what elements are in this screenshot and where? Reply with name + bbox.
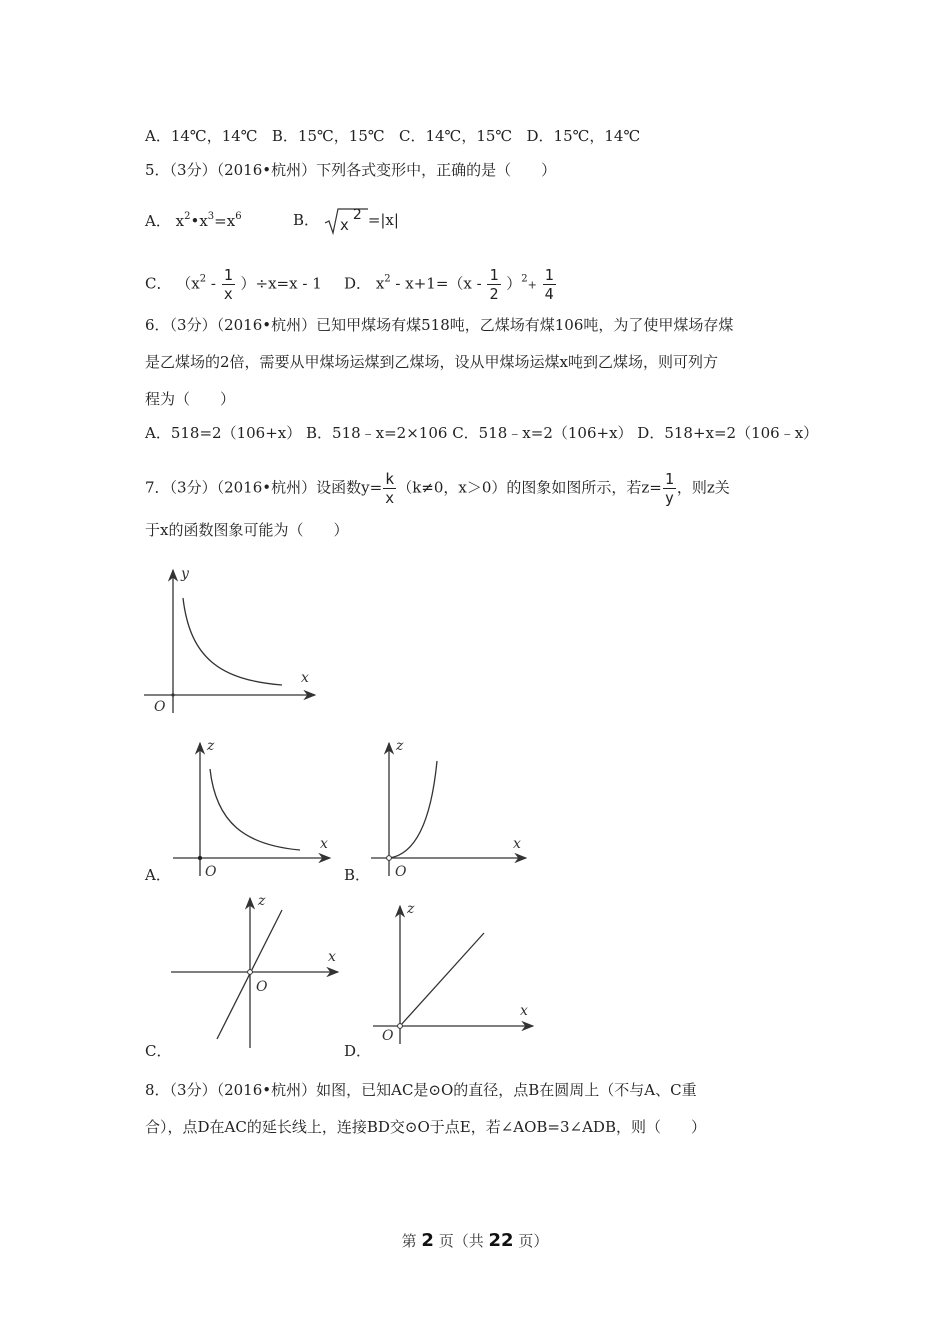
footer-text: 第 [401,1232,422,1250]
math: x [175,212,185,230]
choice-b-parabola [368,733,533,881]
option-label: A． [145,212,171,230]
choice-b-graph [368,733,533,881]
math: =|x| [367,211,399,229]
z-axis-label: z [258,893,266,909]
q7-stem-text: （k≠0，x＞0）的图象如图所示，若z= [397,478,662,497]
math: （x [176,274,200,293]
q4-option-a: A．14℃，14℃ [145,127,258,145]
fraction [222,266,235,303]
hollow-origin-dot [398,1024,403,1029]
exponent: 2 [184,211,191,222]
choice-c-label: C． [145,1042,172,1060]
curve [183,598,282,685]
z-axis-label: z [396,738,404,754]
ray [400,933,484,1026]
choice-a-label: A． [145,866,171,884]
curve [389,761,437,858]
denominator: x [385,489,395,507]
math: - x+1=（x - [390,274,487,293]
page-footer [0,1230,950,1251]
math: ）÷x=x - 1 [240,274,322,293]
q7-line-2: 于x的函数图象可能为（ ） [145,521,349,539]
total-pages: 22 [488,1230,514,1251]
math: x [375,274,385,293]
choice-b-label: B． [344,866,371,884]
radicand: x [339,216,349,234]
hollow-origin-dot [387,856,392,861]
option-label: B． [293,211,320,229]
choice-d-ray [370,898,538,1048]
x-axis-label: x [328,949,336,965]
q5-option-b [293,207,399,235]
q6-line-2: 是乙煤场的2倍，需要从甲煤场运煤到乙煤场，设从甲煤场运煤x吨到乙煤场，则可列方 [145,353,719,371]
q5-stem: 5．（3分）（2016•杭州）下列各式变形中，正确的是（ ） [145,161,557,179]
choice-a-hyperbola [170,733,335,881]
exponent: 2 [352,207,362,223]
q6-options: A．518=2（106+x） B．518﹣x=2×106 C．518﹣x=2（106+x） D．518+x=2（106﹣x） [145,424,819,442]
denominator: 4 [544,285,554,303]
sqrt-expression [324,207,368,235]
z-axis-label: z [407,901,415,917]
z-axis-label: z [207,738,215,754]
q5-option-c [145,266,322,303]
origin-label: O [256,979,268,995]
numerator: 1 [223,266,233,284]
hyperbola-graph [140,558,330,718]
fraction [487,266,500,303]
footer-text: 页（共 [433,1232,489,1250]
denominator: 2 [489,285,499,303]
solid-origin-dot [198,856,202,860]
choice-d-label: D． [344,1042,372,1060]
q7-stem-text: 7．（3分）（2016•杭州）设函数y= [145,478,383,497]
exponent: 2 [521,273,528,285]
numerator: 1 [544,266,554,284]
hollow-origin-dot [248,970,253,975]
choice-c-graph [168,893,343,1053]
curve [210,769,300,850]
q7-stem [145,470,730,507]
origin-label: O [154,699,166,715]
x-axis-label: x [301,670,309,686]
math: ） [506,274,522,293]
q8-line-1: 8．（3分）（2016•杭州）如图，已知AC是⊙O的直径，点B在圆周上（不与A、C重 [145,1081,697,1099]
x-axis-label: x [320,836,328,852]
math: + [527,278,537,292]
q4-option-c: C．14℃，15℃ [398,127,513,145]
exponent: 6 [235,211,242,222]
x-axis-label: x [513,836,521,852]
q7-main-graph [140,558,330,718]
exponent: 2 [199,273,207,285]
fraction [543,266,556,303]
origin-label: O [395,864,407,880]
choice-a-graph [170,733,335,881]
choice-c-line [168,893,343,1053]
math: =x [214,212,236,230]
option-label: C． [145,274,172,293]
q4-option-d: D．15℃，14℃ [526,127,641,145]
footer-text: 页） [513,1232,549,1250]
exponent: 3 [207,211,215,222]
q4-options [145,126,640,146]
q6-line-3: 程为（ ） [145,390,236,408]
q6-line-1: 6．（3分）（2016•杭州）已知甲煤场有煤518吨，乙煤场有煤106吨，为了使甲煤场存煤 [145,316,734,334]
q8-line-2: 合），点D在AC的延长线上，连接BD交⊙O于点E，若∠AOB=3∠ADB，则（ ） [145,1118,706,1136]
choice-d-graph [370,898,538,1048]
numerator: 1 [489,266,499,284]
x-axis-label: x [520,1003,528,1019]
math: •x [190,212,208,230]
denominator: y [664,489,674,507]
numerator: 1 [664,470,674,488]
q4-option-b: B．15℃，15℃ [271,127,385,145]
fraction [663,470,676,507]
q7-stem-text: ，则z关 [676,478,730,497]
fraction [383,470,396,507]
current-page: 2 [421,1230,434,1251]
origin-label: O [382,1028,394,1044]
numerator: k [385,470,395,488]
q5-option-a [145,207,242,231]
y-axis-label: y [181,566,189,582]
denominator: x [223,285,233,303]
origin-label: O [205,864,217,880]
option-label: D． [344,274,372,293]
exponent: 2 [384,273,391,285]
math: - [206,274,221,293]
q5-option-d [344,266,557,303]
